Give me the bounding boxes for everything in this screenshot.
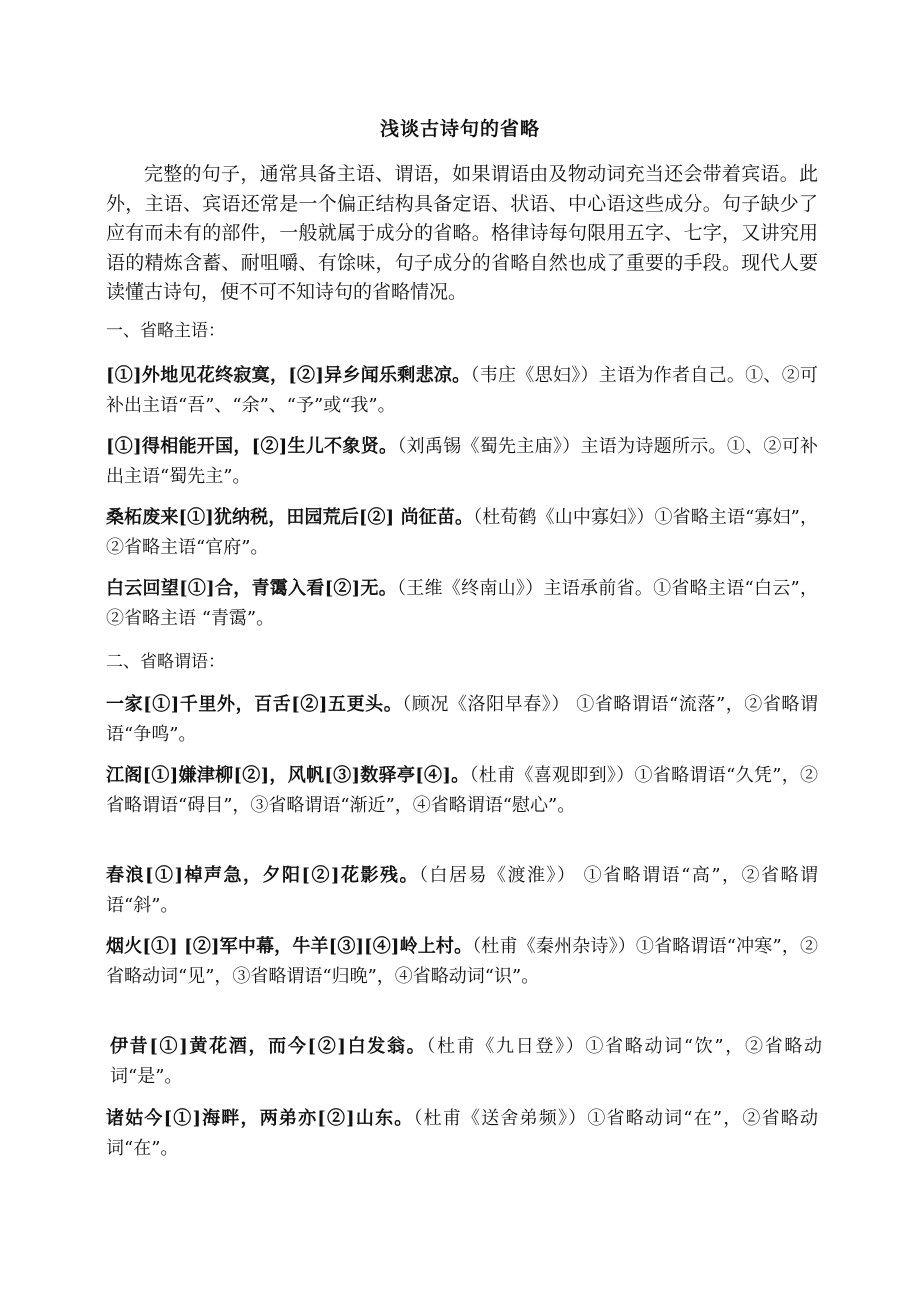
example-note: （杜甫《喜观即到》）①省略谓语“久凭”，②省略谓语“碍目”，③省略谓语“渐近”，④省略谓语“慰心”。 xyxy=(106,765,819,816)
example-note: （杜甫《送舍弟频》）①省略动词“在”，②省略动词“在”。 xyxy=(106,1108,818,1159)
example-item xyxy=(106,932,818,992)
example-verse: 白云回望[①]合，青霭入看[②]无。 xyxy=(106,578,397,599)
intro-paragraph: 完整的句子，通常具备主语、谓语，如果谓语由及物动词充当还会带着宾语。此外，主语、宾语还常是一个偏正结构具备定语、状语、中心语这些成分。句子缺少了应有而未有的部件，一般就属于成分的省略。格律诗每句限用五字、七字，又讲究用语的精炼含蓄、耐咀嚼、有馀味，句子成分的省略自然也成了重要的手段。现代人要读懂古诗句，便不可不知诗句的省略情况。 xyxy=(106,163,818,304)
example-verse: 桑柘废来[①]犹纳税，田园荒后[②] 尚征苗。 xyxy=(106,507,474,528)
example-item xyxy=(106,574,818,634)
example-note: （杜荀鹤《山中寡妇》）①省略主语“寡妇”，②省略主语“官府”。 xyxy=(106,507,818,558)
example-verse: 伊昔[①]黄花酒，而今[②]白发翁。 xyxy=(110,1036,427,1057)
document-title: 浅谈古诗句的省略 xyxy=(379,118,540,140)
example-item xyxy=(106,690,818,750)
example-verse: [①]得相能开国，[②]生儿不象贤。 xyxy=(106,436,398,457)
example-note: （杜甫《九日登》）①省略动词“饮”，②省略动词“是”。 xyxy=(110,1036,822,1087)
example-item xyxy=(106,1104,818,1164)
example-verse: 春浪[①]棹声急，夕阳[②]花影残。 xyxy=(106,865,419,886)
example-verse: [①]外地见花终寂寞，[②]异乡闻乐剩悲凉。 xyxy=(106,365,471,386)
example-note: （韦庄《思妇》）主语为作者自己。①、②可补出主语“吾”、“余”、“予”或“我”。 xyxy=(106,365,818,416)
example-item xyxy=(106,861,818,921)
example-item xyxy=(106,361,818,421)
example-verse: 一家[①]千里外，百舌[②]五更头。 xyxy=(106,694,403,715)
section-heading-predicate: 二、省略谓语： xyxy=(106,652,225,672)
example-note: （白居易《渡淮》） ①省略谓语“高”，②省略谓语“斜”。 xyxy=(106,865,818,916)
example-verse: 江阁[①]嫌津柳[②]，风帆[③]数驿亭[④]。 xyxy=(106,765,470,786)
example-note: （刘禹锡《蜀先主庙》）主语为诗题所示。①、②可补出主语“蜀先主”。 xyxy=(106,436,818,487)
example-note: （顾况《洛阳早春》） ①省略谓语“流落”，②省略谓语“争鸣”。 xyxy=(106,694,818,745)
example-item xyxy=(106,503,818,563)
example-verse: 诸姑今[①]海畔，两弟亦[②]山东。 xyxy=(106,1108,414,1129)
section-heading-subject: 一、省略主语： xyxy=(106,321,225,341)
example-item xyxy=(106,761,818,821)
example-item xyxy=(106,1032,822,1092)
example-note: （王维《终南山》）主语承前省。①省略主语“白云”，②省略主语 “青霭”。 xyxy=(106,578,818,629)
example-item xyxy=(106,432,818,492)
example-note: （杜甫《秦州杂诗》）①省略谓语“冲寒”，②省略动词“见”，③省略谓语“归晚”，④省略动词“识”。 xyxy=(106,936,818,987)
example-verse: 烟火[①] [②]军中幕，牛羊[③][④]岭上村。 xyxy=(106,936,473,957)
